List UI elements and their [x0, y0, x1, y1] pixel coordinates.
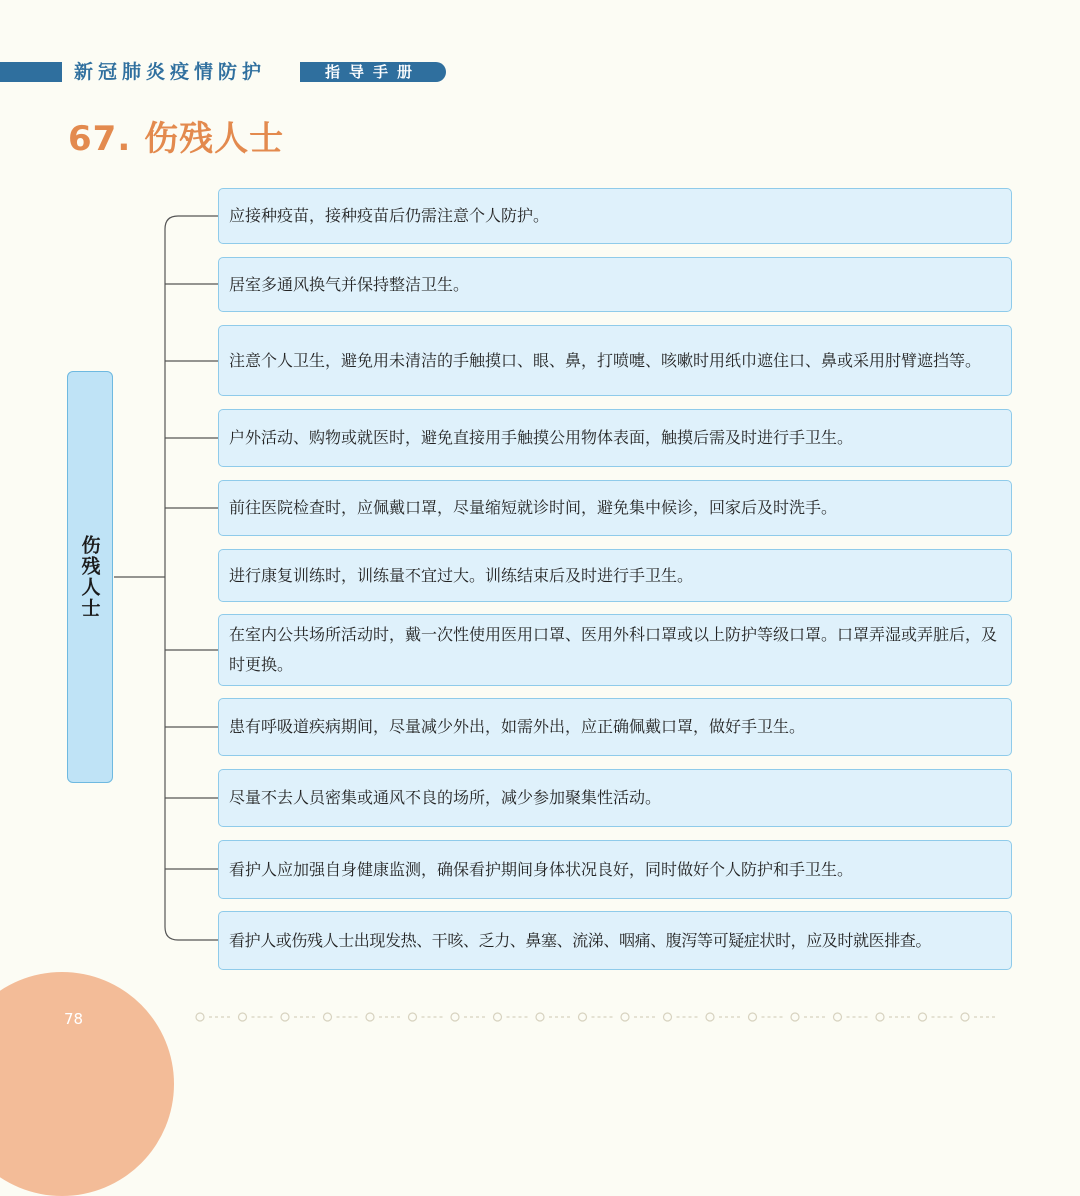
border-dot	[409, 1013, 417, 1021]
list-item: 进行康复训练时，训练量不宜过大。训练结束后及时进行手卫生。	[218, 549, 1012, 602]
list-item: 在室内公共场所活动时，戴一次性使用医用口罩、医用外科口罩或以上防护等级口罩。口罩弄湿或弄脏后，及时更换。	[218, 614, 1012, 686]
header-title: 新冠肺炎疫情防护	[74, 61, 267, 83]
border-dot	[536, 1013, 544, 1021]
list-item: 看护人或伤残人士出现发热、干咳、乏力、鼻塞、流涕、咽痛、腹泻等可疑症状时，应及时就医排查。	[218, 911, 1012, 970]
list-item: 尽量不去人员密集或通风不良的场所，减少参加聚集性活动。	[218, 769, 1012, 827]
border-dot	[664, 1013, 672, 1021]
list-item: 注意个人卫生，避免用未清洁的手触摸口、眼、鼻，打喷嚏、咳嗽时用纸巾遮住口、鼻或采用肘臂遮挡等。	[218, 325, 1012, 396]
list-item: 患有呼吸道疾病期间，尽量减少外出，如需外出，应正确佩戴口罩，做好手卫生。	[218, 698, 1012, 756]
border-dot	[961, 1013, 969, 1021]
border-dot	[451, 1013, 459, 1021]
page-number: 78	[64, 1010, 84, 1028]
border-dot	[791, 1013, 799, 1021]
header-tag: 指导手册	[300, 62, 446, 82]
list-item: 看护人应加强自身健康监测，确保看护期间身体状况良好，同时做好个人防护和手卫生。	[218, 840, 1012, 899]
dotted-border	[196, 1013, 998, 1021]
side-label-text: 伤残人士	[78, 535, 101, 619]
border-dot	[876, 1013, 884, 1021]
bracket-spine	[165, 216, 218, 940]
border-dot	[324, 1013, 332, 1021]
border-dot	[239, 1013, 247, 1021]
border-dot	[749, 1013, 757, 1021]
side-label	[67, 371, 113, 783]
list-item: 应接种疫苗，接种疫苗后仍需注意个人防护。	[218, 188, 1012, 244]
list-item: 前往医院检查时，应佩戴口罩，尽量缩短就诊时间，避免集中候诊，回家后及时洗手。	[218, 480, 1012, 536]
list-item: 居室多通风换气并保持整洁卫生。	[218, 257, 1012, 312]
border-dot	[706, 1013, 714, 1021]
border-dot	[621, 1013, 629, 1021]
border-dot	[196, 1013, 204, 1021]
border-dot	[494, 1013, 502, 1021]
list-item: 户外活动、购物或就医时，避免直接用手触摸公用物体表面，触摸后需及时进行手卫生。	[218, 409, 1012, 467]
border-dot	[281, 1013, 289, 1021]
page-title: 67. 伤残人士	[68, 119, 285, 159]
border-dot	[834, 1013, 842, 1021]
border-dot	[579, 1013, 587, 1021]
border-dot	[366, 1013, 374, 1021]
border-dot	[919, 1013, 927, 1021]
